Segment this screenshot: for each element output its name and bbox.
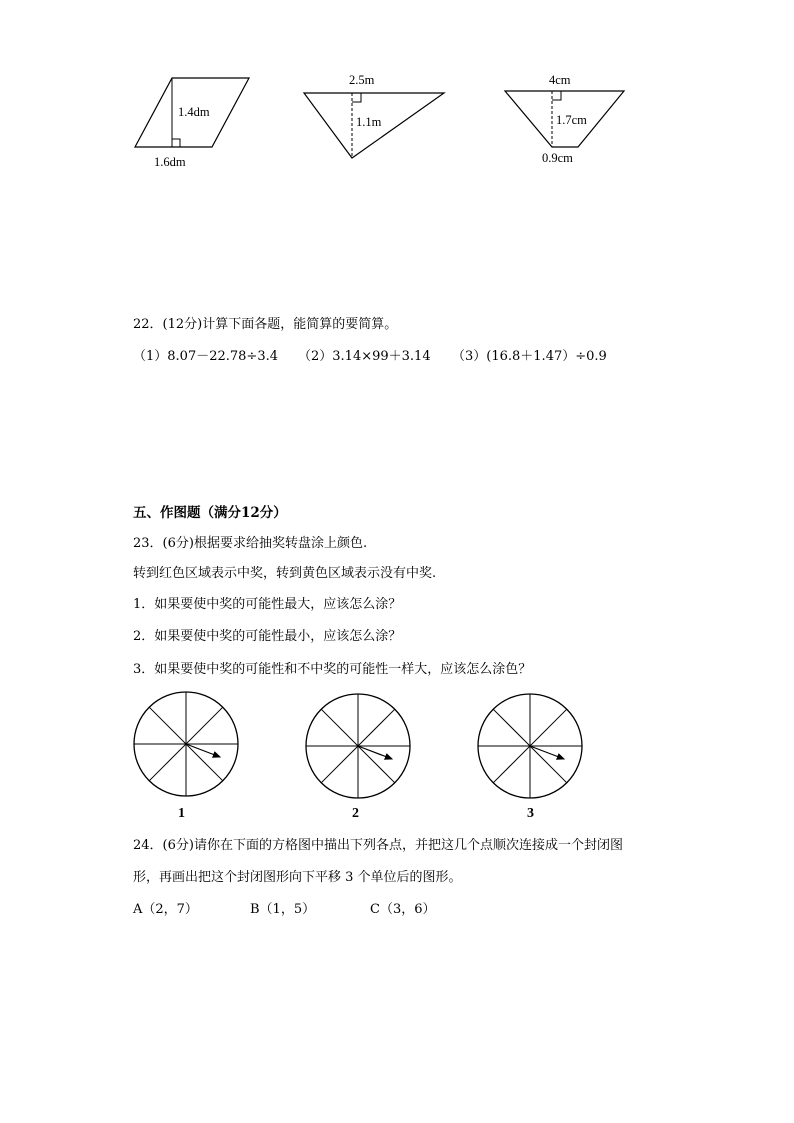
q22-item-2: （2）3.14×99＋3.14 [298, 349, 431, 364]
q24-point-b: B（1，5） [250, 902, 316, 917]
q22-item-3: （3）(16.8＋1.47）÷0.9 [452, 349, 607, 364]
trapezoid-height-label: 1.7cm [556, 113, 587, 127]
q23-title: 23．(6分)根据要求给抽奖转盘涂上颜色. [133, 536, 368, 551]
q24-point-c: C（3，6） [370, 902, 436, 917]
parallelogram-base-label: 1.6dm [154, 155, 186, 169]
q23-item-1: 1．如果要使中奖的可能性最大，应该怎么涂？ [133, 597, 402, 612]
triangle-base-label: 2.5m [349, 73, 375, 87]
q23-item-3: 3．如果要使中奖的可能性和不中奖的可能性一样大，应该怎么涂色？ [133, 662, 532, 677]
q24-line-1: 24．(6分)请你在下面的方格图中描出下列各点，并把这几个点顺次连接成一个封闭图 [133, 838, 623, 853]
wheel-label-3: 3 [527, 806, 534, 821]
spinner-wheel-2[interactable] [306, 694, 410, 798]
spinner-wheel-1[interactable] [134, 692, 238, 796]
wheel-label-2: 2 [352, 806, 359, 821]
q24-point-a: A（2，7） [133, 902, 198, 917]
q23-item-2: 2．如果要使中奖的可能性最小，应该怎么涂？ [133, 629, 402, 644]
parallelogram-height-label: 1.4dm [178, 105, 210, 119]
section-title: 五、作图题（满分12分） [133, 505, 287, 521]
wheel-label-1: 1 [178, 806, 185, 821]
trapezoid-top-label: 4cm [549, 73, 571, 87]
triangle-height-label: 1.1m [356, 115, 382, 129]
spinner-wheel-3[interactable] [478, 694, 582, 798]
q24-line-2: 形，再画出把这个封闭图形向下平移 3 个单位后的图形。 [133, 870, 462, 885]
q23-description: 转到红色区域表示中奖，转到黄色区域表示没有中奖. [133, 566, 437, 581]
q22-item-1: （1）8.07－22.78÷3.4 [133, 349, 278, 364]
trapezoid-bottom-label: 0.9cm [542, 151, 573, 165]
q22-title: 22．(12分)计算下面各题，能简算的要简算。 [133, 317, 398, 332]
